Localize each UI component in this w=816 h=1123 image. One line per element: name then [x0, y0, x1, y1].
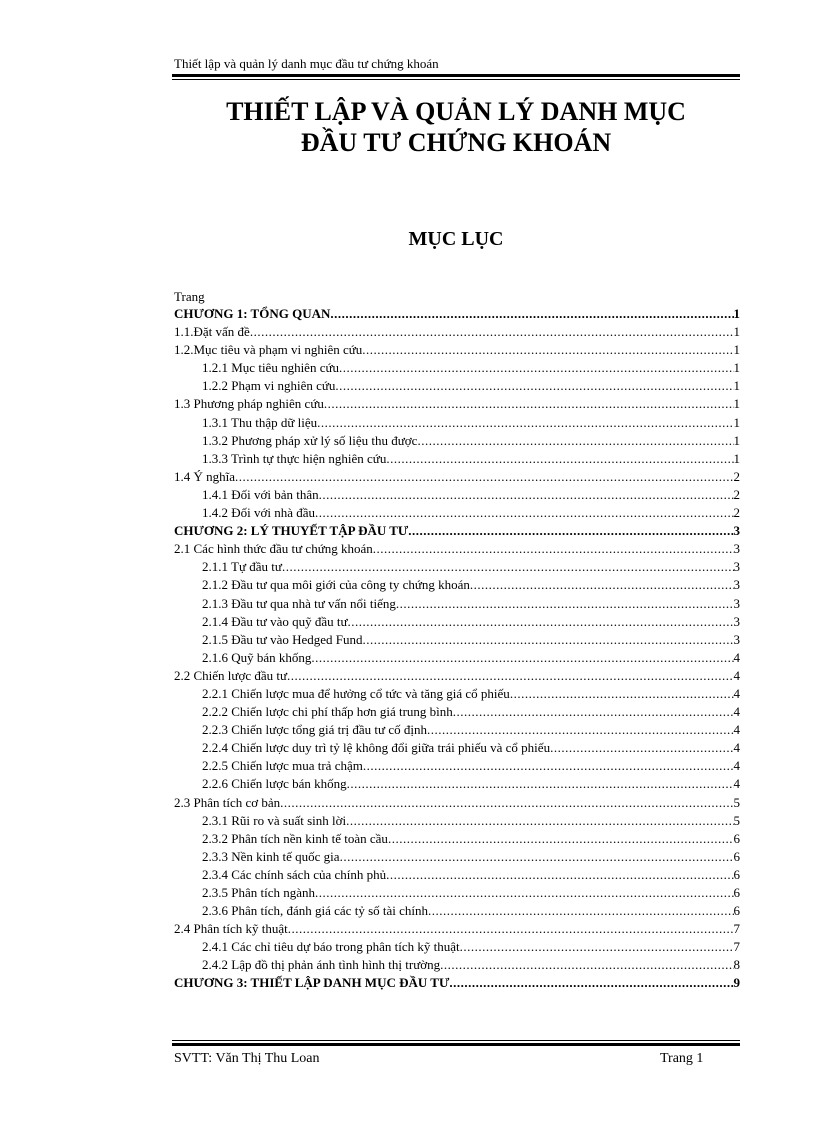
toc-entry-page: 1	[733, 378, 740, 394]
toc-dot-leader	[339, 359, 733, 377]
toc-entry-page: 2	[733, 505, 740, 521]
toc-subsection-entry[interactable]	[174, 812, 740, 830]
toc-entry-label: 1.3.2 Phương pháp xử lý số liệu thu được	[202, 432, 418, 448]
toc-entry-label: 2.4.2 Lập đồ thị phản ánh tình hình thị trường	[202, 957, 441, 973]
title-line-1: THIẾT LẬP VÀ QUẢN LÝ DANH MỤC	[226, 97, 686, 126]
toc-dot-leader	[550, 739, 733, 757]
toc-dot-leader	[396, 595, 734, 613]
toc-section-entry[interactable]	[174, 667, 740, 685]
toc-subsection-entry[interactable]	[174, 576, 740, 594]
toc-entry-label: 2.1.6 Quỹ bán khống	[202, 649, 312, 665]
toc-subsection-entry[interactable]	[174, 956, 740, 974]
toc-entry-page: 4	[733, 704, 740, 720]
toc-dot-leader	[470, 576, 734, 594]
toc-entry-page: 3	[733, 631, 740, 647]
toc-dot-leader	[417, 432, 733, 450]
toc-entry-page: 2	[733, 468, 740, 484]
toc-entry-page: 5	[733, 794, 740, 810]
toc-entry-label: 1.3 Phương pháp nghiên cứu	[174, 396, 324, 412]
toc-section-entry[interactable]	[174, 323, 740, 341]
toc-subsection-entry[interactable]	[174, 558, 740, 576]
toc-dot-leader	[287, 667, 733, 685]
toc-entry-label: CHƯƠNG 2: LÝ THUYẾT TẬP ĐẦU TƯ	[174, 523, 409, 539]
toc-dot-leader	[427, 721, 734, 739]
toc-entry-page: 8	[733, 957, 740, 973]
toc-entry-label: 1.4 Ý nghĩa	[174, 468, 236, 484]
toc-entry-page: 1	[733, 396, 740, 412]
toc-entry-label: 1.4.2 Đối với nhà đầu	[202, 505, 316, 521]
toc-dot-leader	[346, 812, 733, 830]
toc-dot-leader	[347, 775, 734, 793]
toc-entry-label: 1.3.1 Thu thập dữ liệu	[202, 414, 318, 430]
toc-entry-page: 3	[733, 541, 740, 557]
toc-entry-label: 2.2.5 Chiến lược mua trả chậm	[202, 758, 363, 774]
toc-entry-label: 1.2.2 Phạm vi nghiên cứu	[202, 378, 336, 394]
toc-entry-label: 2.1.3 Đầu tư qua nhà tư vấn nổi tiếng	[202, 595, 396, 611]
toc-dot-leader	[235, 468, 733, 486]
toc-entry-page: 1	[733, 414, 740, 430]
header-rule-thin	[172, 79, 740, 80]
toc-entry-page: 3	[733, 613, 740, 629]
toc-subsection-entry[interactable]	[174, 613, 740, 631]
toc-entry-label: 2.3.6 Phân tích, đánh giá các tỷ số tài chính	[202, 903, 429, 919]
toc-entry-page: 6	[733, 830, 740, 846]
toc-entry-page: 6	[733, 903, 740, 919]
toc-section-entry[interactable]	[174, 920, 740, 938]
toc-entry-label: 2.3.5 Phân tích ngành	[202, 885, 316, 900]
toc-dot-leader	[330, 305, 733, 323]
toc-dot-leader	[363, 631, 734, 649]
toc-subsection-entry[interactable]	[174, 432, 740, 450]
toc-entry-label: 2.2.2 Chiến lược chi phí thấp hơn giá trung bình	[202, 704, 453, 720]
toc-dot-leader	[348, 613, 734, 631]
toc-dot-leader	[460, 938, 734, 956]
toc-entry-label: CHƯƠNG 1: TỔNG QUAN	[174, 306, 331, 321]
title-line-2: ĐẦU TƯ CHỨNG KHOÁN	[300, 128, 612, 157]
footer-rule-thick	[172, 1043, 740, 1046]
toc-entry-label: 2.1.5 Đầu tư vào Hedged Fund	[202, 631, 363, 647]
toc-entry-page: 6	[733, 885, 740, 900]
toc-entry-page: 6	[733, 848, 740, 864]
toc-section-entry[interactable]	[174, 540, 740, 558]
toc-dot-leader	[386, 450, 733, 468]
running-header: Thiết lập và quản lý danh mục đầu tư chứng khoán	[174, 56, 439, 71]
toc-dot-leader	[280, 794, 733, 812]
toc-entry-page: 4	[733, 685, 740, 701]
toc-entry-label: 2.1.2 Đầu tư qua môi giới của công ty chứng khoán	[202, 577, 470, 593]
toc-dot-leader	[440, 956, 733, 974]
toc-dot-leader	[282, 558, 734, 576]
toc-dot-leader	[324, 395, 734, 413]
toc-heading: MỤC LỤC	[408, 228, 504, 250]
toc-subsection-entry[interactable]	[174, 359, 740, 377]
toc-entry-label: 2.3.3 Nền kinh tế quốc gia	[202, 848, 340, 864]
toc-entry-page: 4	[733, 776, 740, 792]
toc-subsection-entry[interactable]	[174, 757, 740, 775]
toc-dot-leader	[311, 649, 733, 667]
toc-dot-leader	[335, 377, 733, 395]
toc-subsection-entry[interactable]	[174, 902, 740, 920]
toc-subsection-entry[interactable]	[174, 631, 740, 649]
toc-chapter-entry[interactable]	[174, 522, 740, 540]
toc-entry-page: 1	[733, 306, 740, 321]
toc-dot-leader	[449, 974, 733, 992]
toc-subsection-entry[interactable]	[174, 486, 740, 504]
toc-dot-leader	[428, 902, 733, 920]
toc-entry-page: 4	[733, 667, 740, 683]
toc-entry-page: 6	[733, 866, 740, 882]
toc-subsection-entry[interactable]	[174, 938, 740, 956]
toc-dot-leader	[388, 830, 734, 848]
toc-entry-label: 2.3.2 Phân tích nền kinh tế toàn cầu	[202, 830, 388, 846]
toc-dot-leader	[408, 522, 733, 540]
toc-entry-label: 1.4.1 Đối với bản thân	[202, 486, 319, 502]
toc-entry-page: 7	[733, 939, 740, 955]
toc-section-entry[interactable]	[174, 468, 740, 486]
toc-dot-leader	[510, 685, 734, 703]
header-rule-thick	[172, 74, 740, 77]
toc-entry-label: 2.2 Chiến lược đầu tư	[174, 667, 288, 683]
toc-entry-label: 1.3.3 Trình tự thực hiện nghiên cứu	[202, 450, 387, 466]
toc-subsection-entry[interactable]	[174, 450, 740, 468]
toc-dot-leader	[373, 540, 734, 558]
toc-dot-leader	[250, 323, 734, 341]
document-title	[172, 96, 740, 158]
toc-subsection-entry[interactable]	[174, 739, 740, 757]
toc-subsection-entry[interactable]	[174, 775, 740, 793]
toc-subsection-entry[interactable]	[174, 649, 740, 667]
footer-rule-thin	[172, 1040, 740, 1041]
toc-entry-page: 5	[733, 812, 740, 828]
toc-dot-leader	[317, 414, 733, 432]
footer-page-number: Trang 1	[660, 1051, 704, 1066]
toc-page-column-label: Trang	[174, 289, 205, 304]
toc-entry-page: 3	[733, 595, 740, 611]
toc-entry-label: 2.2.1 Chiến lược mua để hưởng cổ tức và tăng giá cổ phiếu	[202, 685, 510, 701]
toc-entry-label: CHƯƠNG 3: THIẾT LẬP DANH MỤC ĐẦU TƯ	[174, 975, 450, 991]
toc-entry-page: 4	[733, 649, 740, 665]
toc-entry-label: 1.1.Đặt vấn đề	[174, 324, 250, 340]
toc-subsection-entry[interactable]	[174, 685, 740, 703]
toc-entry-page: 9	[733, 975, 740, 991]
toc-subsection-entry[interactable]	[174, 830, 740, 848]
toc-dot-leader	[362, 341, 733, 359]
toc-dot-leader	[363, 757, 734, 775]
toc-entry-page: 3	[733, 577, 740, 593]
toc-entry-label: 2.3.4 Các chính sách của chính phủ	[202, 866, 387, 882]
toc-entry-label: 2.4.1 Các chỉ tiêu dự báo trong phân tích kỹ thuật	[202, 939, 460, 955]
toc-entry-label: 2.2.6 Chiến lược bán khống	[202, 776, 347, 792]
toc-entry-label: 2.3.1 Rũi ro và suất sinh lời	[202, 812, 347, 828]
toc-entry-page: 1	[733, 360, 740, 376]
toc-chapter-entry[interactable]	[174, 305, 740, 323]
toc-section-entry[interactable]	[174, 794, 740, 812]
toc-subsection-entry[interactable]	[174, 595, 740, 613]
toc-entry-page: 1	[733, 432, 740, 448]
toc-entry-label: 2.1 Các hình thức đầu tư chứng khoán	[174, 541, 373, 557]
toc-section-entry[interactable]	[174, 395, 740, 413]
toc-dot-leader	[288, 920, 734, 938]
toc-entry-label: 2.1.1 Tự đầu tư	[202, 559, 282, 575]
toc-entry-label: 2.4 Phân tích kỹ thuật	[174, 921, 288, 937]
toc-dot-leader	[340, 848, 734, 866]
toc-subsection-entry[interactable]	[174, 414, 740, 432]
toc-subsection-entry[interactable]	[174, 866, 740, 884]
toc-entry-page: 1	[733, 324, 740, 340]
footer-author: SVTT: Văn Thị Thu Loan	[174, 1051, 320, 1066]
toc-entry-label: 2.2.3 Chiến lược tổng giá trị đầu tư cố định	[202, 722, 427, 738]
toc-entry-page: 4	[733, 740, 740, 756]
toc-subsection-entry[interactable]	[174, 703, 740, 721]
table-of-contents	[174, 305, 740, 993]
toc-entry-page: 1	[733, 342, 740, 358]
toc-section-entry[interactable]	[174, 341, 740, 359]
toc-entry-page: 4	[733, 722, 740, 738]
toc-entry-label: 1.2.1 Mục tiêu nghiên cứu	[202, 360, 340, 376]
toc-dot-leader	[315, 504, 733, 522]
toc-chapter-entry[interactable]	[174, 974, 740, 992]
toc-entry-label: 2.1.4 Đầu tư vào quỹ đầu tư	[202, 613, 348, 629]
toc-dot-leader	[319, 486, 734, 504]
toc-entry-page: 1	[733, 450, 740, 466]
toc-dot-leader	[315, 884, 733, 902]
toc-subsection-entry[interactable]	[174, 721, 740, 739]
toc-entry-page: 2	[733, 486, 740, 502]
toc-subsection-entry[interactable]	[174, 504, 740, 522]
toc-entry-page: 3	[733, 523, 740, 539]
toc-dot-leader	[386, 866, 733, 884]
toc-entry-page: 7	[733, 921, 740, 937]
toc-entry-page: 3	[733, 559, 740, 575]
toc-subsection-entry[interactable]	[174, 848, 740, 866]
toc-subsection-entry[interactable]	[174, 377, 740, 395]
toc-entry-label: 2.3 Phân tích cơ bản	[174, 794, 281, 810]
toc-entry-label: 2.2.4 Chiến lược duy trì tỷ lệ không đổi giữa trái phiếu và cổ phiếu	[202, 740, 551, 756]
toc-entry-page: 4	[733, 758, 740, 774]
toc-entry-label: 1.2.Mục tiêu và phạm vi nghiên cứu	[174, 342, 363, 358]
toc-dot-leader	[453, 703, 734, 721]
toc-subsection-entry[interactable]	[174, 884, 740, 902]
